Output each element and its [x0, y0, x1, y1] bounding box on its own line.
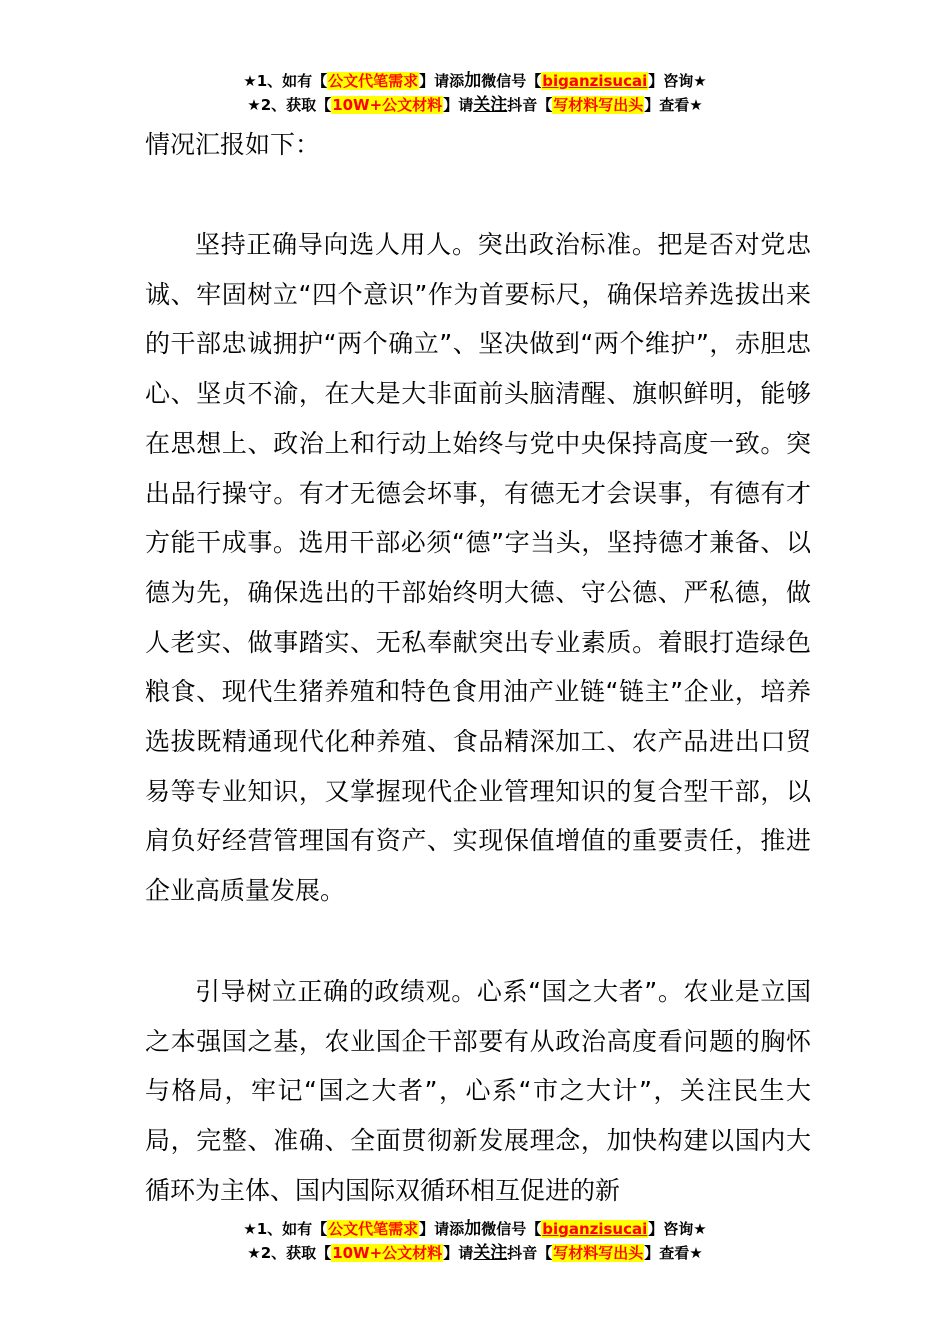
- banner-emphasis: 关注: [473, 1243, 508, 1263]
- footer-banner: [0, 1218, 950, 1266]
- banner-text: 微信号【: [481, 72, 542, 90]
- banner-emphasis: 加: [464, 1219, 482, 1239]
- banner-text: ★2、获取【: [247, 96, 332, 114]
- banner-text: 】查看★: [644, 96, 703, 114]
- banner-line-2: [0, 1242, 950, 1266]
- banner-text: 抖音【: [507, 1244, 553, 1262]
- banner-highlight: 公文代笔需求: [328, 1220, 419, 1238]
- banner-text: ★2、获取【: [247, 1244, 332, 1262]
- banner-line-1: [0, 1218, 950, 1242]
- banner-highlight: 写材料写出头: [553, 96, 644, 114]
- document-intro: [145, 120, 811, 170]
- banner-text: 】请: [443, 96, 474, 114]
- banner-text: 】查看★: [644, 1244, 703, 1262]
- banner-highlight: 10W+公文材料: [332, 1244, 443, 1262]
- banner-emphasis: 关注: [473, 95, 508, 115]
- banner-text: 】请添: [419, 72, 465, 90]
- banner-text: 抖音【: [507, 96, 553, 114]
- banner-highlight: 10W+公文材料: [332, 96, 443, 114]
- banner-text: 】咨询★: [648, 1220, 707, 1238]
- banner-highlight: 写材料写出头: [553, 1244, 644, 1262]
- banner-text: 】请添: [419, 1220, 465, 1238]
- banner-text: 微信号【: [481, 1220, 542, 1238]
- paragraph-1: 坚持正确导向选人用人。突出政治标准。把是否对党忠诚、牢固树立“四个意识”作为首要标尺，确保培养选拔出来的干部忠诚拥护“两个确立”、坚决做到“两个维护”，赤胆忠心、坚贞不渝，在大是大非面前头脑清醒、旗帜鲜明，能够在思想上、政治上和行动上始终与党中央保持高度一致。突出品行操守。有才无德会坏事，有德无才会误事，有德有才方能干成事。选用干部必须“德”字当头，坚持德才兼备、以德为先，确保选出的干部始终明大德、守公德、严私德，做人老实、做事踏实、无私奉献突出专业素质。着眼打造绿色粮食、现代生猪养殖和特色食用油产业链“链主”企业，培养选拔既精通现代化种养殖、食品精深加工、农产品进出口贸易等专业知识，又掌握现代企业管理知识的复合型干部，以肩负好经营管理国有资产、实现保值增值的重要责任，推进企业高质量发展。: [145, 230, 811, 906]
- banner-text: 】请: [443, 1244, 474, 1262]
- paragraph-2: 引导树立正确的政绩观。心系“国之大者”。农业是立国之本强国之基，农业国企干部要有从政治高度看问题的胸怀与格局，牢记“国之大者”，心系“市之大计”，关注民生大局，完整、准确、全面贯彻新发展理念，加快构建以国内大循环为主体、国内国际双循环相互促进的新: [145, 977, 811, 1205]
- banner-text: ★1、如有【: [243, 1220, 328, 1238]
- banner-text: ★1、如有【: [243, 72, 328, 90]
- wechat-id-link[interactable]: biganzisucai: [542, 72, 648, 90]
- banner-line-1: [0, 70, 950, 94]
- document-section-1: [145, 220, 811, 916]
- banner-highlight: 公文代笔需求: [328, 72, 419, 90]
- wechat-id-link[interactable]: biganzisucai: [542, 1220, 648, 1238]
- intro-line: 情况汇报如下：: [145, 130, 321, 159]
- banner-text: 】咨询★: [648, 72, 707, 90]
- header-banner: [0, 70, 950, 118]
- document-section-2: [145, 967, 811, 1216]
- banner-line-2: [0, 94, 950, 118]
- banner-emphasis: 加: [464, 71, 482, 91]
